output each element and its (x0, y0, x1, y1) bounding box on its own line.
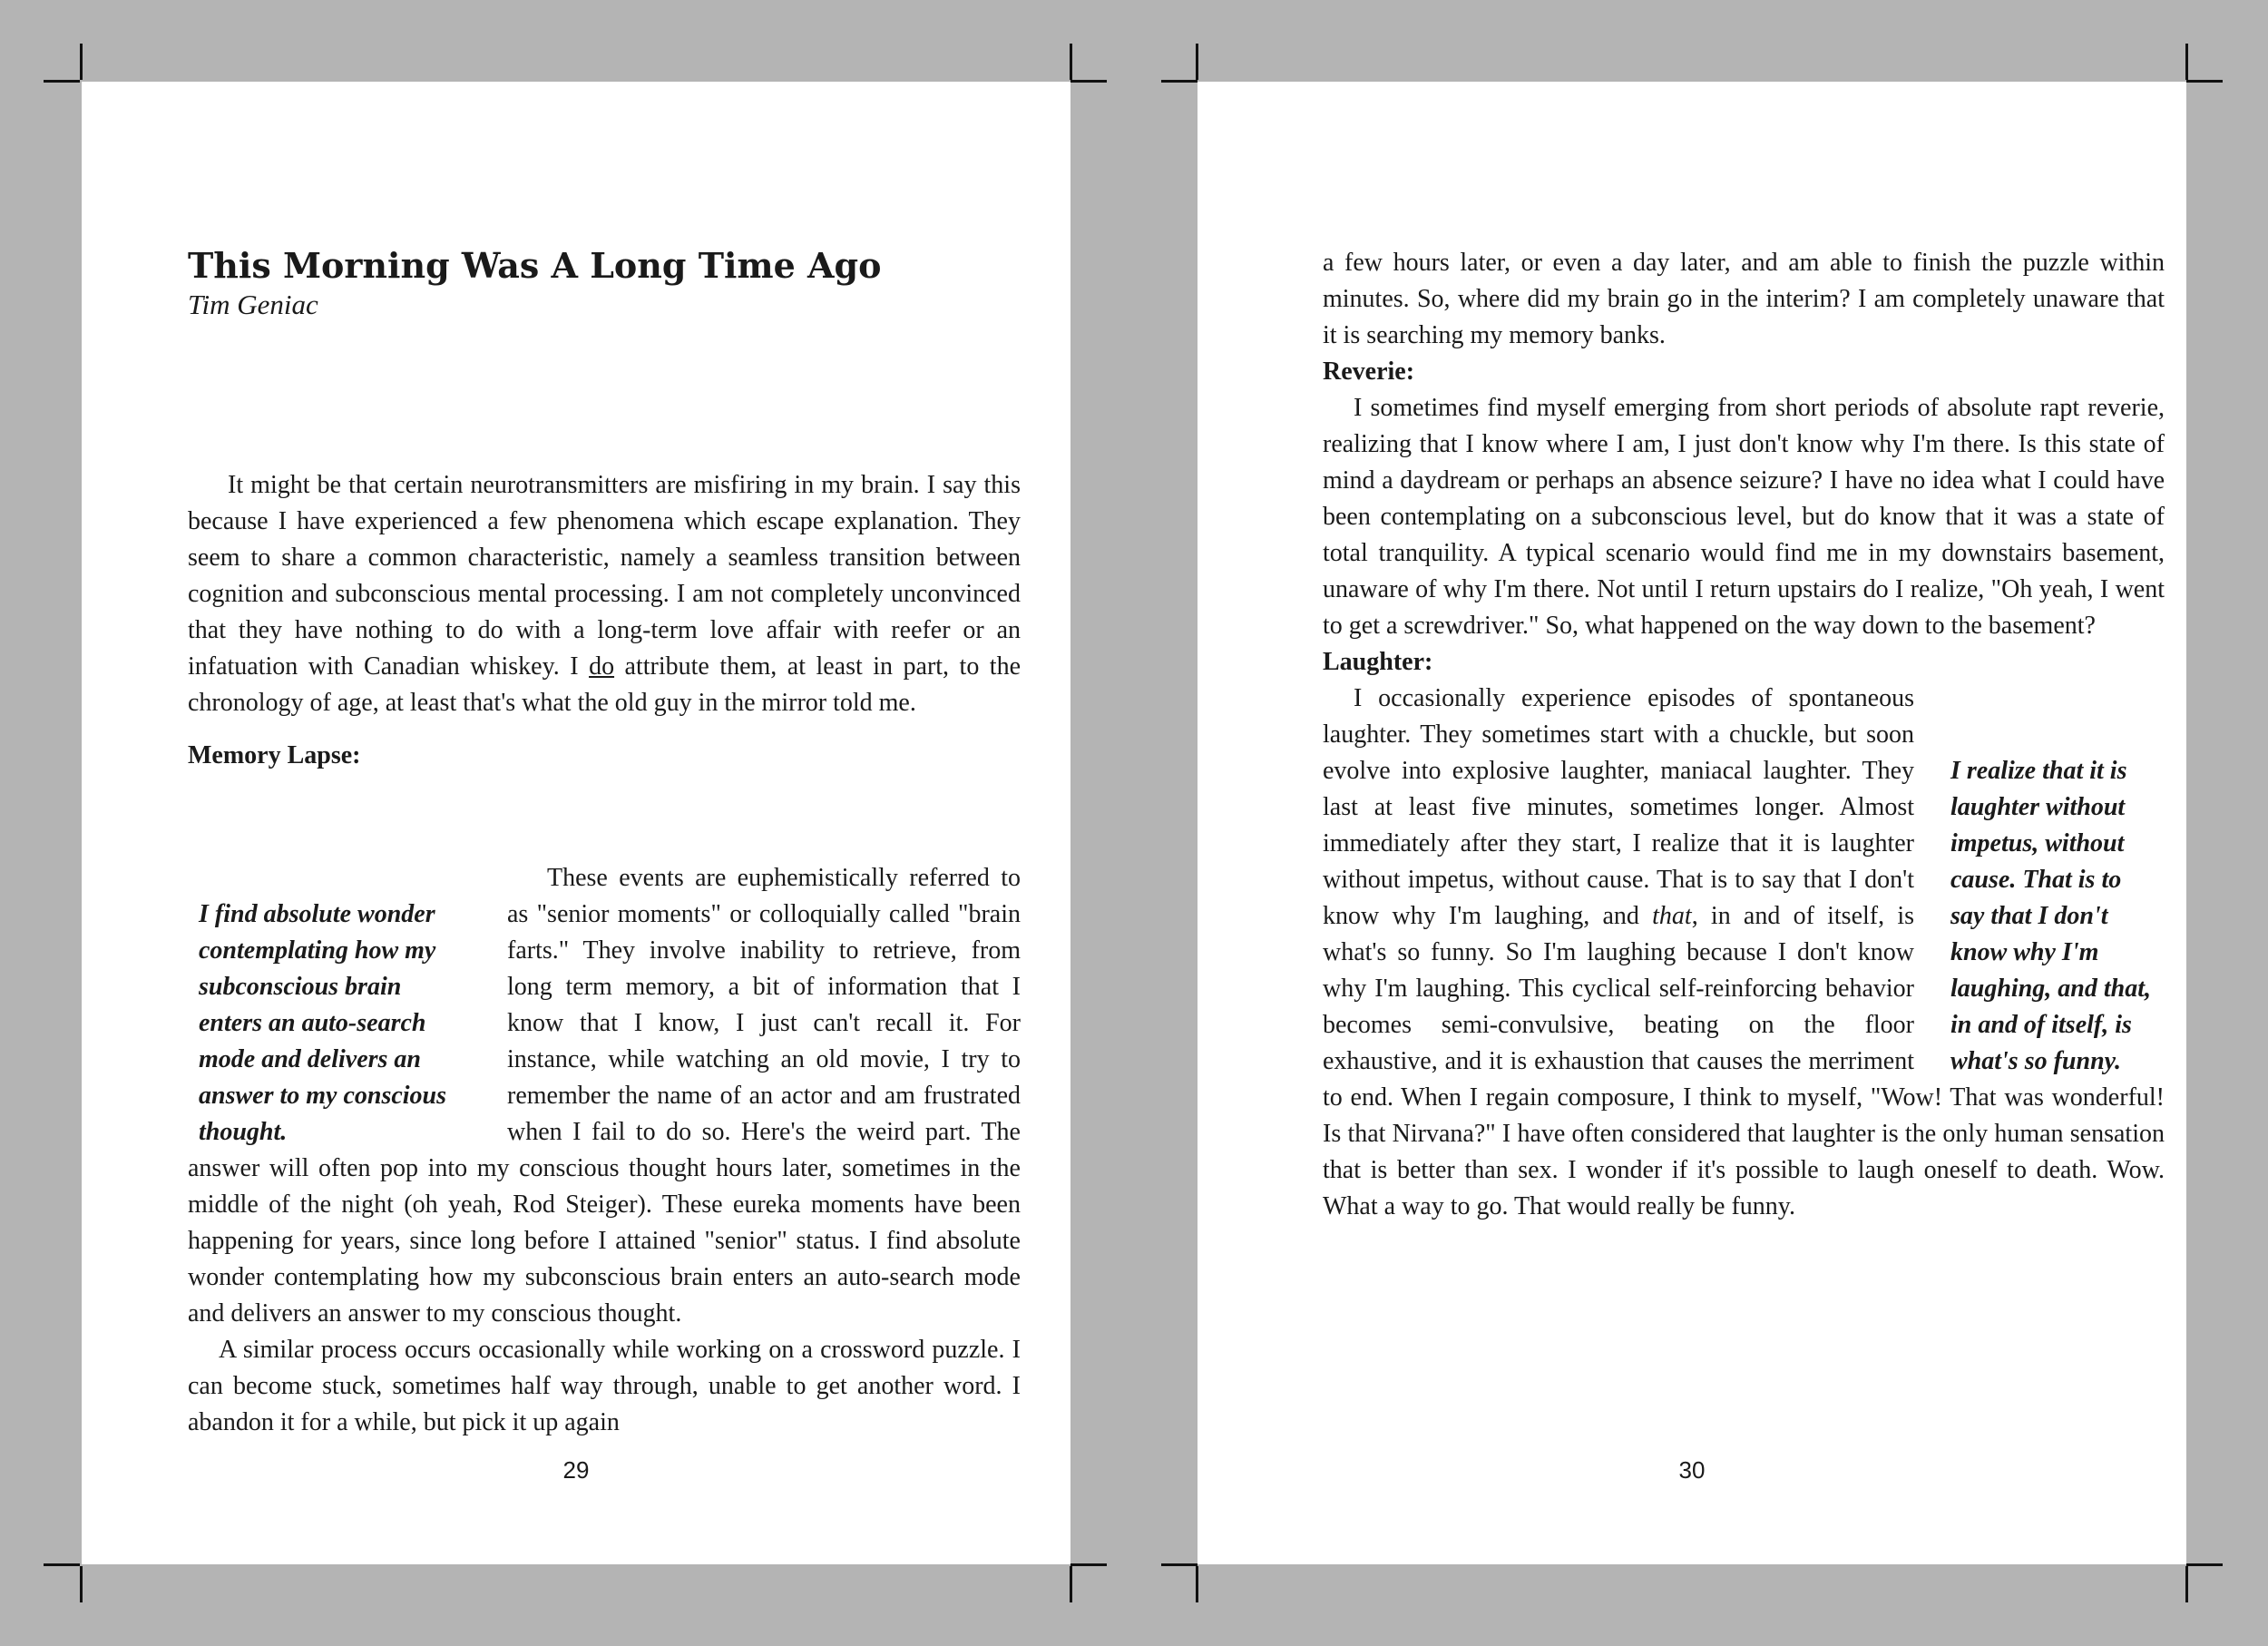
page-29 (82, 82, 1070, 1564)
crossword-paragraph: A similar process occurs occasionally while working on a crossword puzzle. I can become stuck, sometimes half way through, unable to get another word. I abandon it for a while, but pick it up again (188, 1336, 1021, 1436)
crop-mark (1161, 1563, 1198, 1566)
crop-mark (2185, 1566, 2188, 1602)
laughter-text-a: I occasionally experience episodes of spontaneous laughter. They sometimes start with a chuckle, but soon evolve into explosive laughter, maniacal laughter. They last at least five minutes, sometimes longer. Almost immediately after they start, I realize that it is laughter without impetus, without cause. That is to say that I don't know why I'm laughing, and (1323, 684, 1914, 930)
crop-mark (1070, 1563, 1107, 1566)
intro-text: It might be that certain neurotransmitters are misfiring in my brain. I say this because I have experienced a few phenomena which escape explanation. They seem to share a common characteristic, namely a seamless transition between cognition and subconscious mental processing. I am not completely unconvinced that they have nothing to do with a long-term love affair with reefer or an infatuation with Canadian whiskey. I (188, 471, 1021, 681)
memory-lapse-paragraph: These events are euphemistically referred to as "senior moments" or colloquially called "brain farts." They involve inability to retrieve, from long term memory, a bit of information that I know that I know, I just can't recall it. For instance, while watching an old movie, I try to remember the name of an actor and am frustrated when I fail to do so. Here's the weird part. The answer will often pop into my conscious thought hours later, sometimes in the middle of the night (oh yeah, Rod Steiger). These eureka moments have been happening for years, since long before I attained "senior" status. I find absolute wonder contemplating how my subconscious brain enters an auto-search mode and delivers an answer to my conscious thought. (188, 864, 1021, 1328)
section-heading-reverie: Reverie: (1323, 358, 1415, 386)
crop-mark (2186, 80, 2223, 83)
continuation-paragraph: a few hours later, or even a day later, and am able to finish the puzzle within minutes. So, where did my brain go in the interim? I am completely unaware that it is searching my memory banks. (1323, 249, 2165, 349)
pull-quote: I realize that it is laughter without impetus, without cause. That is to say that I don't know why I'm laughing, and that, in and of itself, is what's so funny. (1950, 757, 2151, 1075)
reverie-paragraph: I sometimes find myself emerging from short periods of absolute rapt reverie, realizing that I know where I am, I just don't know why I'm there. Is this state of mind a daydream or perhaps an absence seizure? I have no idea what I could have been contemplating on a subconscious level, but do know that it was a state of total tranquility. A typical scenario would find me in my downstairs basement, unaware of why I'm there. Not until I return upstairs do I realize, "Oh yeah, I went to get a screwdriver." So, what happened on the way down to the basement? (1323, 394, 2165, 640)
crop-mark (1070, 44, 1072, 80)
crop-mark (1070, 80, 1107, 83)
right-text-block (1323, 245, 2165, 1497)
section-heading-memory-lapse: Memory Lapse: (188, 741, 361, 769)
article-title: This Morning Was A Long Time Ago (188, 245, 882, 286)
crop-mark (1070, 1566, 1072, 1602)
emphasis-do: do (589, 652, 615, 681)
memory-lapse-block (188, 860, 1021, 1514)
author-name: Tim Geniac (188, 289, 318, 320)
crop-mark (1196, 44, 1198, 80)
crop-mark (1161, 80, 1198, 83)
crop-mark (44, 80, 80, 83)
page-number: 29 (562, 1456, 590, 1484)
page-30 (1198, 82, 2186, 1564)
emphasis-that: that (1652, 902, 1692, 930)
pull-quote: I find absolute wonder contemplating how my subconscious brain enters an auto-search mode and delivers an answer to my conscious thought. (199, 900, 447, 1146)
laughter-text-b: , in and of itself, is what's so funny. So I'm laughing because I don't know why I'm laughing. This cyclical self-reinforcing behavior becomes semi-convulsive, beating on the floor exhaustive, and it is exhaustion that causes the merriment to end. When I regain composure, I think to myself, "Wow! That was wonderful! Is that Nirvana?" I have often considered that laughter is the only human sensation that is better than sex. I wonder if it's possible to laugh oneself to death. Wow. What a way to go. That would really be funny. (1323, 902, 2165, 1220)
crop-mark (80, 1566, 83, 1602)
crop-mark (44, 1563, 80, 1566)
crop-mark (2186, 1563, 2223, 1566)
intro-block (188, 467, 1021, 774)
page-number: 30 (1678, 1456, 1706, 1484)
crop-mark (1196, 1566, 1198, 1602)
intro-paragraph (188, 467, 1021, 721)
crop-mark (2185, 44, 2188, 80)
section-heading-laughter: Laughter: (1323, 648, 1433, 676)
intro-text-end: attribute them, at least in part, to the chronology of age, at least that's what the old guy in the mirror told me. (188, 652, 1022, 717)
crop-mark (80, 44, 83, 80)
